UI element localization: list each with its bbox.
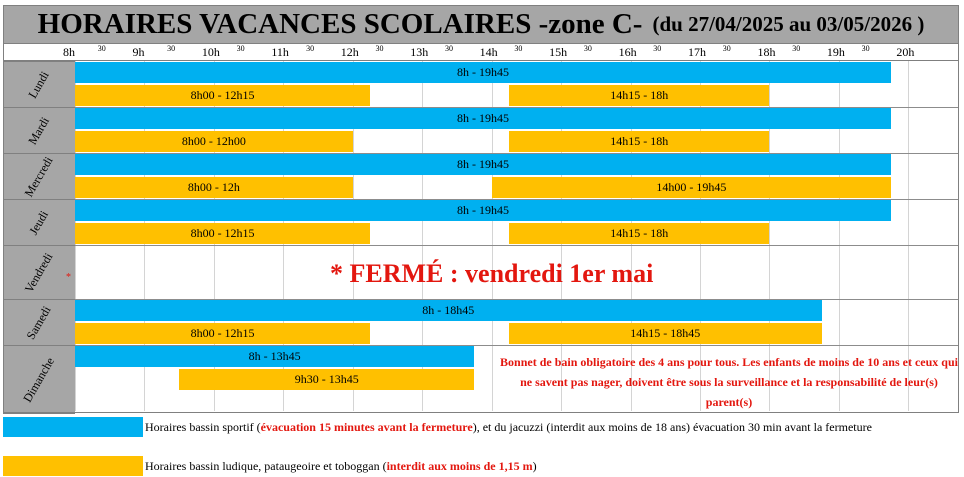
hour-label: 15h: [549, 45, 568, 59]
half-hour-mark: 30: [167, 44, 176, 53]
leisure-pool-hours-bar: 8h00 - 12h00: [75, 131, 353, 152]
leisure-pool-hours-bar: 8h00 - 12h15: [75, 85, 370, 106]
day-name: Samedi: [23, 303, 54, 342]
day-label-vendredi: [3, 245, 75, 301]
sport-pool-hours-bar: 8h - 19h45: [75, 200, 891, 221]
leisure-pool-hours-bar: 14h15 - 18h: [509, 131, 769, 152]
day-name: Dimanche: [20, 354, 57, 405]
half-hour-mark: 30: [861, 44, 870, 53]
title-bar: [3, 5, 959, 44]
hour-label: 17h: [688, 45, 707, 59]
leisure-pool-hours-bar: 9h30 - 13h45: [179, 369, 474, 390]
hour-label: 13h: [410, 45, 429, 59]
row-separator: [3, 245, 959, 246]
frame-right: [958, 44, 959, 413]
day-label-dimanche: [3, 345, 75, 414]
half-hour-mark: 30: [236, 44, 245, 53]
half-hour-mark: 30: [792, 44, 801, 53]
sport-pool-hours-bar: 8h - 19h45: [75, 154, 891, 175]
sport-pool-hours-bar: 8h - 19h45: [75, 62, 891, 83]
day-name: Mardi: [25, 114, 52, 147]
hour-label: 10h: [201, 45, 220, 59]
legend-blue-text-red: évacuation 15 minutes avant la fermeture: [260, 420, 473, 434]
leisure-pool-hours-bar: 14h15 - 18h45: [509, 323, 822, 344]
hour-label: 16h: [618, 45, 637, 59]
hour-label: 8h: [63, 45, 75, 59]
day-label-jeudi: [3, 199, 75, 247]
day-name: Lundi: [25, 68, 52, 101]
half-hour-mark: 30: [306, 44, 315, 53]
hour-label: 9h: [132, 45, 145, 59]
legend-blue-text-after: ), et du jacuzzi (interdit aux moins de 18 ans) évacuation 30 min avant la fermeture: [472, 420, 872, 434]
half-hour-mark: 30: [583, 44, 592, 53]
hour-label: 19h: [826, 45, 845, 59]
day-label-mardi: [3, 107, 75, 155]
frame-left: [3, 44, 4, 413]
legend-orange-text-red: interdit aux moins de 1,15 m: [386, 459, 533, 473]
legend-orange-text-before: Horaires bassin ludique, pataugeoire et toboggan (: [145, 459, 387, 473]
day-label-mercredi: [3, 153, 75, 201]
leisure-pool-hours-bar: 14h15 - 18h: [509, 223, 769, 244]
hour-axis: [3, 44, 959, 61]
legend-orange-text: [145, 457, 960, 475]
legend-orange-text-after: ): [532, 459, 537, 473]
half-hour-mark: 30: [722, 44, 731, 53]
leisure-pool-hours-bar: 8h00 - 12h: [75, 177, 353, 198]
closed-notice: * FERMÉ : vendredi 1er mai: [330, 259, 654, 288]
page-title: HORAIRES VACANCES SCOLAIRES -zone C-: [37, 8, 643, 40]
day-name: Mercredi: [21, 154, 56, 200]
swim-cap-note: Bonnet de bain obligatoire des 4 ans pour tous. Les enfants de moins de 10 ans et ceux qui ne savent pas nager, doivent être sous la surveillance et la responsabilité de leur(s) parent(s): [500, 355, 958, 409]
legend-orange-swatch: [3, 456, 143, 476]
hour-label: 18h: [757, 45, 776, 59]
hour-label: 12h: [340, 45, 359, 59]
day-name: Jeudi: [26, 208, 51, 238]
leisure-pool-hours-bar: 8h00 - 12h15: [75, 323, 370, 344]
legend-blue-text-before: Horaires bassin sportif (: [145, 420, 261, 434]
sport-pool-hours-bar: 8h - 13h45: [75, 346, 474, 367]
half-hour-mark: 30: [514, 44, 523, 53]
day-label-lundi: [3, 61, 75, 109]
hour-label: 14h: [479, 45, 498, 59]
half-hour-mark: 30: [653, 44, 662, 53]
leisure-pool-hours-bar: 14h00 - 19h45: [492, 177, 891, 198]
closed-star: *: [66, 272, 71, 283]
sport-pool-hours-bar: 8h - 19h45: [75, 108, 891, 129]
frame-bottom: [3, 412, 959, 413]
legend-blue-text: [145, 418, 960, 436]
leisure-pool-hours-bar: 14h15 - 18h: [509, 85, 769, 106]
leisure-pool-hours-bar: 8h00 - 12h15: [75, 223, 370, 244]
day-name: Vendredi: [21, 250, 56, 296]
day-label-samedi: [3, 299, 75, 347]
half-hour-mark: 30: [444, 44, 453, 53]
sport-pool-hours-bar: 8h - 18h45: [75, 300, 822, 321]
half-hour-mark: 30: [375, 44, 384, 53]
half-hour-mark: 30: [97, 44, 106, 53]
legend-blue-swatch: [3, 417, 143, 437]
hour-label: 11h: [271, 45, 289, 59]
hour-label: 20h: [896, 45, 915, 59]
period-subtitle: (du 27/04/2025 au 03/05/2026 ): [652, 12, 925, 36]
